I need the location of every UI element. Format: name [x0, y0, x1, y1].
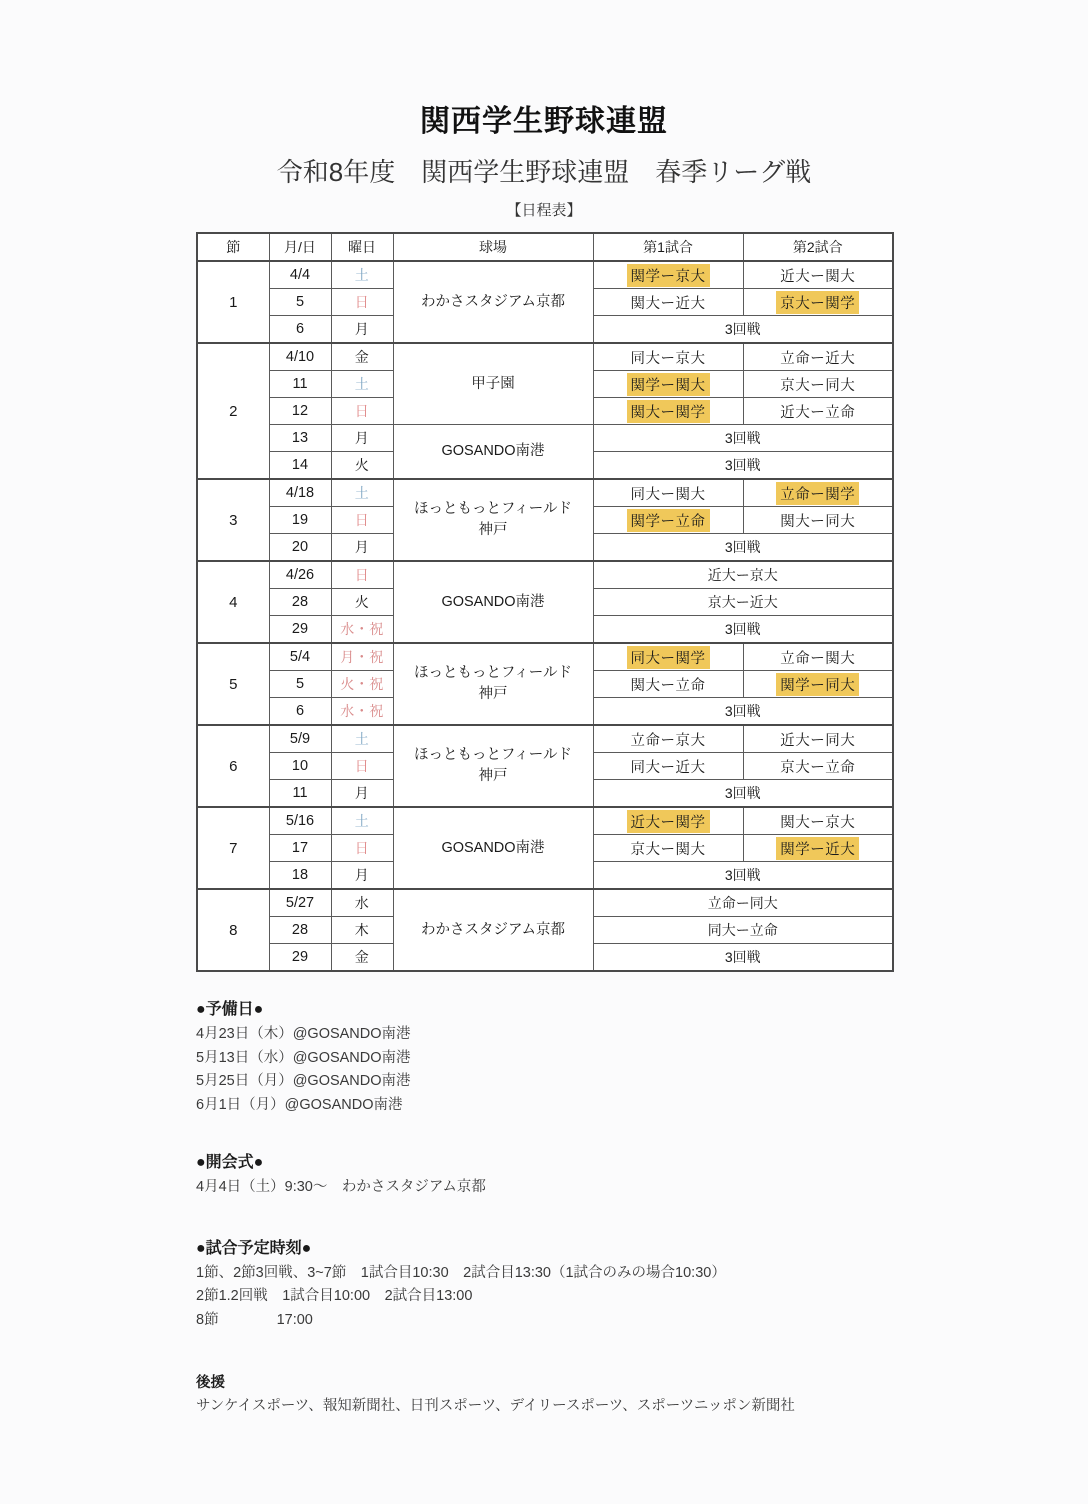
merged-game-cell: 3回戦 [593, 780, 893, 808]
merged-game-cell: 3回戦 [593, 698, 893, 726]
table-row [197, 807, 893, 835]
table-row [197, 889, 893, 917]
table-row [197, 343, 893, 371]
game2-cell [743, 289, 893, 316]
game2-cell: 近大ー立命 [743, 398, 893, 425]
merged-game-cell: 3回戦 [593, 616, 893, 644]
highlight-box: 立命ー関学 [776, 482, 859, 505]
dayofweek-cell: 水 [331, 889, 393, 917]
dayofweek-cell: 日 [331, 835, 393, 862]
venue-cell: GOSANDO南港 [393, 425, 593, 480]
game2-cell: 関大ー京大 [743, 807, 893, 835]
date-cell: 5 [269, 289, 331, 316]
ceremony-heading: ●開会式● [196, 1154, 264, 1172]
table-row [197, 479, 893, 507]
highlight-box: 関学ー立命 [627, 509, 710, 532]
dayofweek-cell: 日 [331, 507, 393, 534]
merged-game-cell: 3回戦 [593, 452, 893, 480]
highlight-box: 関学ー近大 [776, 837, 859, 860]
date-cell: 5/9 [269, 725, 331, 753]
date-cell: 29 [269, 944, 331, 972]
dayofweek-cell: 土 [331, 371, 393, 398]
notes-spacer [196, 1336, 1088, 1376]
game-times-heading: ●試合予定時刻● [196, 1239, 312, 1257]
ceremony-line: 4月4日（土）9:30〜 わかさスタジアム京都 [196, 1179, 486, 1196]
venue-cell: ほっともっとフィールド 神戸 [393, 725, 593, 807]
date-cell: 4/10 [269, 343, 331, 371]
col-header-game2: 第2試合 [743, 233, 893, 261]
merged-game-cell: 3回戦 [593, 862, 893, 890]
venue-cell: わかさスタジアム京都 [393, 261, 593, 343]
highlight-box: 関学ー京大 [627, 264, 710, 287]
game2-cell [743, 479, 893, 507]
date-cell: 13 [269, 425, 331, 452]
game2-cell: 京大ー同大 [743, 371, 893, 398]
date-cell: 5/16 [269, 807, 331, 835]
highlight-box: 同大ー関学 [627, 646, 710, 669]
game2-cell [743, 835, 893, 862]
game1-cell: 同大ー近大 [593, 753, 743, 780]
reserve-day-line: 5月13日（水）@GOSANDO南港 [196, 1049, 411, 1066]
merged-game-cell: 3回戦 [593, 316, 893, 344]
merged-game-cell: 3回戦 [593, 534, 893, 562]
game2-cell: 関大ー同大 [743, 507, 893, 534]
highlight-box: 京大ー関学 [776, 291, 859, 314]
date-cell: 29 [269, 616, 331, 644]
note-reserve-days [196, 1002, 1088, 1112]
game2-cell: 近大ー同大 [743, 725, 893, 753]
game1-cell: 同大ー関大 [593, 479, 743, 507]
date-cell: 6 [269, 698, 331, 726]
venue-cell: ほっともっとフィールド 神戸 [393, 643, 593, 725]
dayofweek-cell: 金 [331, 343, 393, 371]
venue-cell: ほっともっとフィールド 神戸 [393, 479, 593, 561]
date-cell: 10 [269, 753, 331, 780]
dayofweek-cell: 月 [331, 425, 393, 452]
date-cell: 17 [269, 835, 331, 862]
venue-cell: GOSANDO南港 [393, 561, 593, 643]
dayofweek-cell: 日 [331, 561, 393, 589]
date-cell: 11 [269, 780, 331, 808]
dayofweek-cell: 火 [331, 452, 393, 480]
game1-cell [593, 643, 743, 671]
date-cell: 12 [269, 398, 331, 425]
reserve-day-line: 4月23日（木）@GOSANDO南港 [196, 1026, 411, 1043]
dayofweek-cell: 金 [331, 944, 393, 972]
date-cell: 19 [269, 507, 331, 534]
table-row [197, 425, 893, 452]
date-cell: 28 [269, 917, 331, 944]
venue-cell: わかさスタジアム京都 [393, 889, 593, 971]
highlight-box: 関学ー同大 [776, 673, 859, 696]
schedule-table-head [197, 233, 893, 261]
notes-spacer [196, 1207, 1088, 1241]
game2-cell: 京大ー立命 [743, 753, 893, 780]
game1-cell: 京大ー関大 [593, 835, 743, 862]
merged-game-cell: 近大ー京大 [593, 561, 893, 589]
section-number-cell: 3 [197, 479, 269, 561]
dayofweek-cell: 火・祝 [331, 671, 393, 698]
highlight-box: 関大ー関学 [627, 400, 710, 423]
merged-game-cell: 3回戦 [593, 425, 893, 452]
reserve-day-line: 6月1日（月）@GOSANDO南港 [196, 1096, 403, 1113]
date-cell: 4/18 [269, 479, 331, 507]
section-number-cell: 6 [197, 725, 269, 807]
game-times-line: 8節 17:00 [196, 1311, 313, 1328]
dayofweek-cell: 火 [331, 589, 393, 616]
date-cell: 28 [269, 589, 331, 616]
dayofweek-cell: 月 [331, 534, 393, 562]
note-game-times [196, 1241, 1088, 1328]
date-cell: 20 [269, 534, 331, 562]
date-cell: 6 [269, 316, 331, 344]
date-cell: 5/27 [269, 889, 331, 917]
game1-cell [593, 261, 743, 289]
dayofweek-cell: 土 [331, 261, 393, 289]
game2-cell: 立命ー近大 [743, 343, 893, 371]
game1-cell [593, 807, 743, 835]
col-header-game1: 第1試合 [593, 233, 743, 261]
game1-cell [593, 507, 743, 534]
venue-cell: 甲子園 [393, 343, 593, 425]
venue-cell: GOSANDO南港 [393, 807, 593, 889]
notes-spacer [196, 1121, 1088, 1155]
schedule-table [196, 232, 894, 972]
section-number-cell: 4 [197, 561, 269, 643]
date-cell: 4/4 [269, 261, 331, 289]
game1-cell: 立命ー京大 [593, 725, 743, 753]
merged-game-cell: 京大ー近大 [593, 589, 893, 616]
dayofweek-cell: 木 [331, 917, 393, 944]
game2-cell: 近大ー関大 [743, 261, 893, 289]
dayofweek-cell: 月 [331, 316, 393, 344]
dayofweek-cell: 水・祝 [331, 698, 393, 726]
game1-cell [593, 398, 743, 425]
game1-cell: 関大ー立命 [593, 671, 743, 698]
dayofweek-cell: 月・祝 [331, 643, 393, 671]
dayofweek-cell: 土 [331, 725, 393, 753]
reserve-days-heading: ●予備日● [196, 1001, 264, 1019]
highlight-box: 近大ー関学 [627, 810, 710, 833]
table-row [197, 561, 893, 589]
page-tag-label: 【日程表】 [506, 201, 582, 219]
support-heading: 後援 [196, 1375, 225, 1392]
schedule-table-body [197, 261, 893, 971]
support-line: サンケイスポーツ、報知新聞社、日刊スポーツ、デイリースポーツ、スポーツニッポン新聞社 [196, 1397, 795, 1414]
highlight-box: 関学ー関大 [627, 373, 710, 396]
dayofweek-cell: 日 [331, 398, 393, 425]
game-times-line: 1節、2節3回戦、3~7節 1試合目10:30 2試合目13:30（1試合のみの場合10:30） [196, 1264, 726, 1281]
notes-area [0, 972, 1088, 1413]
date-cell: 5/4 [269, 643, 331, 671]
page-title: 関西学生野球連盟 [420, 105, 668, 138]
dayofweek-cell: 月 [331, 780, 393, 808]
game2-cell: 立命ー関大 [743, 643, 893, 671]
schedule-table-wrap [0, 232, 1088, 972]
merged-game-cell: 同大ー立命 [593, 917, 893, 944]
section-number-cell: 1 [197, 261, 269, 343]
dayofweek-cell: 水・祝 [331, 616, 393, 644]
date-cell: 4/26 [269, 561, 331, 589]
dayofweek-cell: 日 [331, 753, 393, 780]
dayofweek-cell: 月 [331, 862, 393, 890]
date-cell: 14 [269, 452, 331, 480]
date-cell: 18 [269, 862, 331, 890]
reserve-day-line: 5月25日（月）@GOSANDO南港 [196, 1073, 411, 1090]
note-support [196, 1376, 1088, 1413]
note-opening-ceremony [196, 1155, 1088, 1195]
col-header-date: 月/日 [269, 233, 331, 261]
table-header-row [197, 233, 893, 261]
merged-game-cell: 立命ー同大 [593, 889, 893, 917]
dayofweek-cell: 土 [331, 807, 393, 835]
game1-cell: 同大ー京大 [593, 343, 743, 371]
merged-game-cell: 3回戦 [593, 944, 893, 972]
col-header-section: 節 [197, 233, 269, 261]
section-number-cell: 2 [197, 343, 269, 479]
col-header-dayofweek: 曜日 [331, 233, 393, 261]
section-number-cell: 5 [197, 643, 269, 725]
col-header-venue: 球場 [393, 233, 593, 261]
date-cell: 5 [269, 671, 331, 698]
dayofweek-cell: 日 [331, 289, 393, 316]
date-cell: 11 [269, 371, 331, 398]
game2-cell [743, 671, 893, 698]
section-number-cell: 8 [197, 889, 269, 971]
game1-cell: 関大ー近大 [593, 289, 743, 316]
game-times-line: 2節1.2回戦 1試合目10:00 2試合目13:00 [196, 1288, 473, 1305]
table-row [197, 725, 893, 753]
game1-cell [593, 371, 743, 398]
table-row [197, 261, 893, 289]
section-number-cell: 7 [197, 807, 269, 889]
table-row [197, 643, 893, 671]
page-subtitle: 令和8年度 関西学生野球連盟 春季リーグ戦 [276, 157, 812, 187]
dayofweek-cell: 土 [331, 479, 393, 507]
